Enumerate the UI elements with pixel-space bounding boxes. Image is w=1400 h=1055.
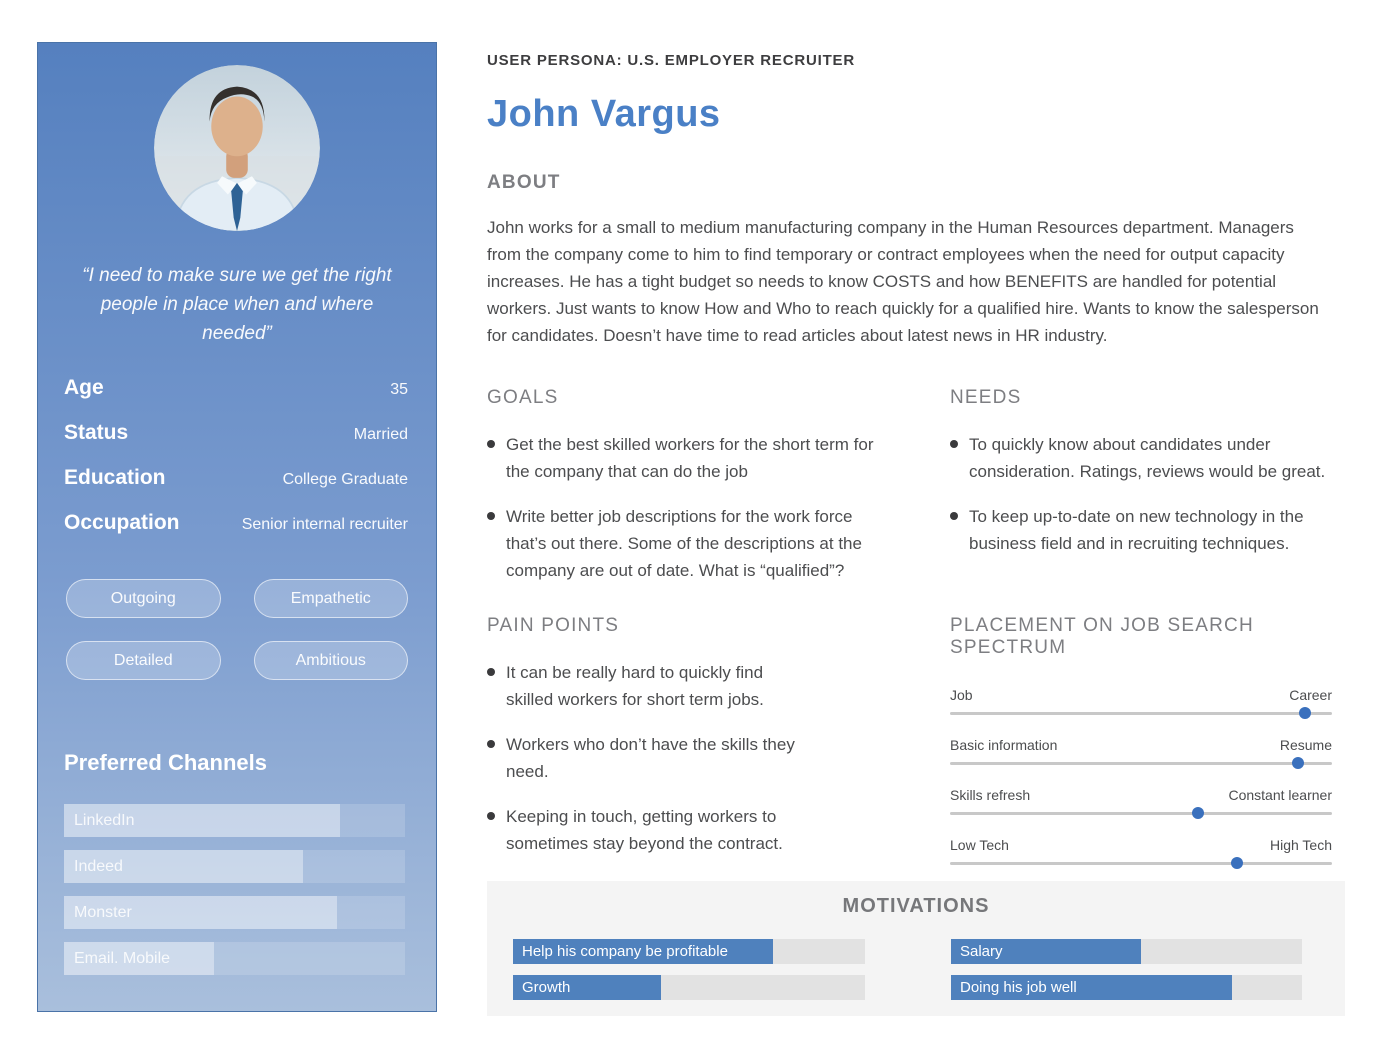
demographic-value: 35 — [390, 381, 408, 398]
demographic-label: Occupation — [64, 511, 180, 534]
about-text: John works for a small to medium manufacturing company in the Human Resources department. Managers from the company come to him to find temporary or contract employees when the need for output capacity increases. He has a tight budget so needs to know COSTS and how BENEFITS are handled for potential workers. Just wants to know How and Who to reach quickly for a qualified hire. Wants to know the salesperson for candidates. Doesn’t have time to read articles about latest news in HR industry. — [487, 218, 1319, 345]
demographic-row-age — [64, 376, 408, 400]
channel-bar-indeed — [64, 850, 405, 883]
spectrum-left-label: Basic information — [950, 737, 1058, 753]
avatar-photo — [154, 65, 320, 231]
pain-point-item: Workers who don’t have the skills they need. — [487, 731, 807, 785]
pain-points-section — [487, 615, 887, 887]
preferred-channels — [64, 804, 405, 975]
channel-bar-fill — [64, 804, 340, 837]
goals-section — [487, 387, 887, 615]
pain-point-item: It can be really hard to quickly find skilled workers for short term jobs. — [487, 659, 807, 713]
spectrum-section — [950, 615, 1332, 887]
goal-item: Get the best skilled workers for the short term for the company that can do the job — [487, 431, 887, 485]
motivation-bar-fill — [951, 975, 1232, 1000]
slider-handle — [1299, 707, 1311, 719]
demographic-label: Status — [64, 421, 129, 444]
spectrum-right-label: Resume — [1279, 737, 1332, 753]
spectrum-row-tech — [950, 837, 1332, 865]
spectrum-left-label: Low Tech — [950, 837, 1009, 853]
spectrum-right-label: Career — [1289, 687, 1332, 703]
motivation-label: Salary — [960, 943, 1003, 960]
demographic-row-education — [64, 466, 408, 490]
channel-label: LinkedIn — [74, 811, 135, 829]
motivations-heading: MOTIVATIONS — [842, 895, 990, 917]
spectrum-rows — [950, 687, 1332, 865]
trait-pill-outgoing: Outgoing — [66, 579, 221, 618]
motivation-bar-fill — [513, 939, 773, 964]
motivation-bar-job-well — [951, 975, 1302, 1000]
goals-heading: GOALS — [487, 387, 559, 408]
needs-section — [950, 387, 1332, 615]
spectrum-track — [950, 762, 1332, 765]
demographic-label: Age — [64, 376, 104, 399]
slider-handle — [1292, 757, 1304, 769]
trait-pill-empathetic: Empathetic — [254, 579, 409, 618]
channel-bar-linkedin — [64, 804, 405, 837]
two-column-area — [487, 387, 1332, 887]
motivation-bar-fill — [951, 939, 1141, 964]
channel-bar-email-mobile — [64, 942, 405, 975]
spectrum-row-info-resume — [950, 737, 1332, 765]
motivation-bar-fill — [513, 975, 661, 1000]
goals-list — [487, 431, 887, 584]
spectrum-left-label: Job — [950, 687, 973, 703]
avatar — [154, 65, 320, 231]
channel-bar-monster — [64, 896, 405, 929]
sidebar — [37, 42, 437, 1012]
channel-label: Email. Mobile — [74, 949, 171, 967]
trait-pills — [66, 579, 408, 680]
trait-pill-detailed: Detailed — [66, 641, 221, 680]
pain-point-item: Keeping in touch, getting workers to sometimes stay beyond the contract. — [487, 803, 807, 857]
main-content — [487, 52, 1332, 887]
need-item: To quickly know about candidates under consideration. Ratings, reviews would be great. — [950, 431, 1332, 485]
spectrum-right-label: Constant learner — [1228, 787, 1332, 803]
needs-list — [950, 431, 1332, 557]
persona-kicker: USER PERSONA: U.S. EMPLOYER RECRUITER — [487, 52, 855, 69]
demographics — [64, 376, 408, 535]
motivation-label: Doing his job well — [960, 979, 1077, 996]
spectrum-left-label: Skills refresh — [950, 787, 1031, 803]
demographic-row-occupation — [64, 511, 408, 535]
spectrum-track — [950, 812, 1332, 815]
motivations-panel — [487, 881, 1345, 1016]
about-heading: ABOUT — [487, 172, 561, 193]
motivation-bar-salary — [951, 939, 1302, 964]
quote: “I need to make sure we get the right people in place when and where needed” — [82, 265, 392, 344]
slider-handle — [1231, 857, 1243, 869]
spectrum-right-label: High Tech — [1269, 837, 1332, 853]
pain-points-list — [487, 659, 807, 857]
demographic-value: Married — [353, 426, 408, 443]
needs-heading: NEEDS — [950, 387, 1022, 408]
channel-bar-fill — [64, 896, 337, 929]
channel-bar-fill — [64, 942, 214, 975]
persona-name: John Vargus — [487, 93, 721, 135]
trait-pill-ambitious: Ambitious — [254, 641, 409, 680]
demographic-value: Senior internal recruiter — [241, 516, 408, 533]
demographic-label: Education — [64, 466, 166, 489]
spectrum-heading: PLACEMENT ON JOB SEARCH SPECTRUM — [950, 615, 1254, 658]
motivation-label: Help his company be profitable — [522, 943, 728, 960]
channel-label: Indeed — [74, 857, 123, 875]
demographic-value: College Graduate — [282, 471, 408, 488]
spectrum-track — [950, 862, 1332, 865]
slider-handle — [1192, 807, 1204, 819]
motivation-bar-growth — [513, 975, 865, 1000]
goal-item: Write better job descriptions for the work force that’s out there. Some of the descriptions at the company are out of date. What is “qualified”? — [487, 503, 887, 584]
channel-label: Monster — [74, 903, 132, 921]
spectrum-track — [950, 712, 1332, 715]
preferred-channels-heading: Preferred Channels — [64, 750, 267, 775]
motivation-label: Growth — [522, 979, 571, 996]
spectrum-row-job-career — [950, 687, 1332, 715]
need-item: To keep up-to-date on new technology in the business field and in recruiting techniques. — [950, 503, 1332, 557]
spectrum-row-skills-learner — [950, 787, 1332, 815]
motivation-bar-profitable — [513, 939, 865, 964]
channel-bar-fill — [64, 850, 303, 883]
pain-points-heading: PAIN POINTS — [487, 615, 620, 636]
demographic-row-status — [64, 421, 408, 445]
